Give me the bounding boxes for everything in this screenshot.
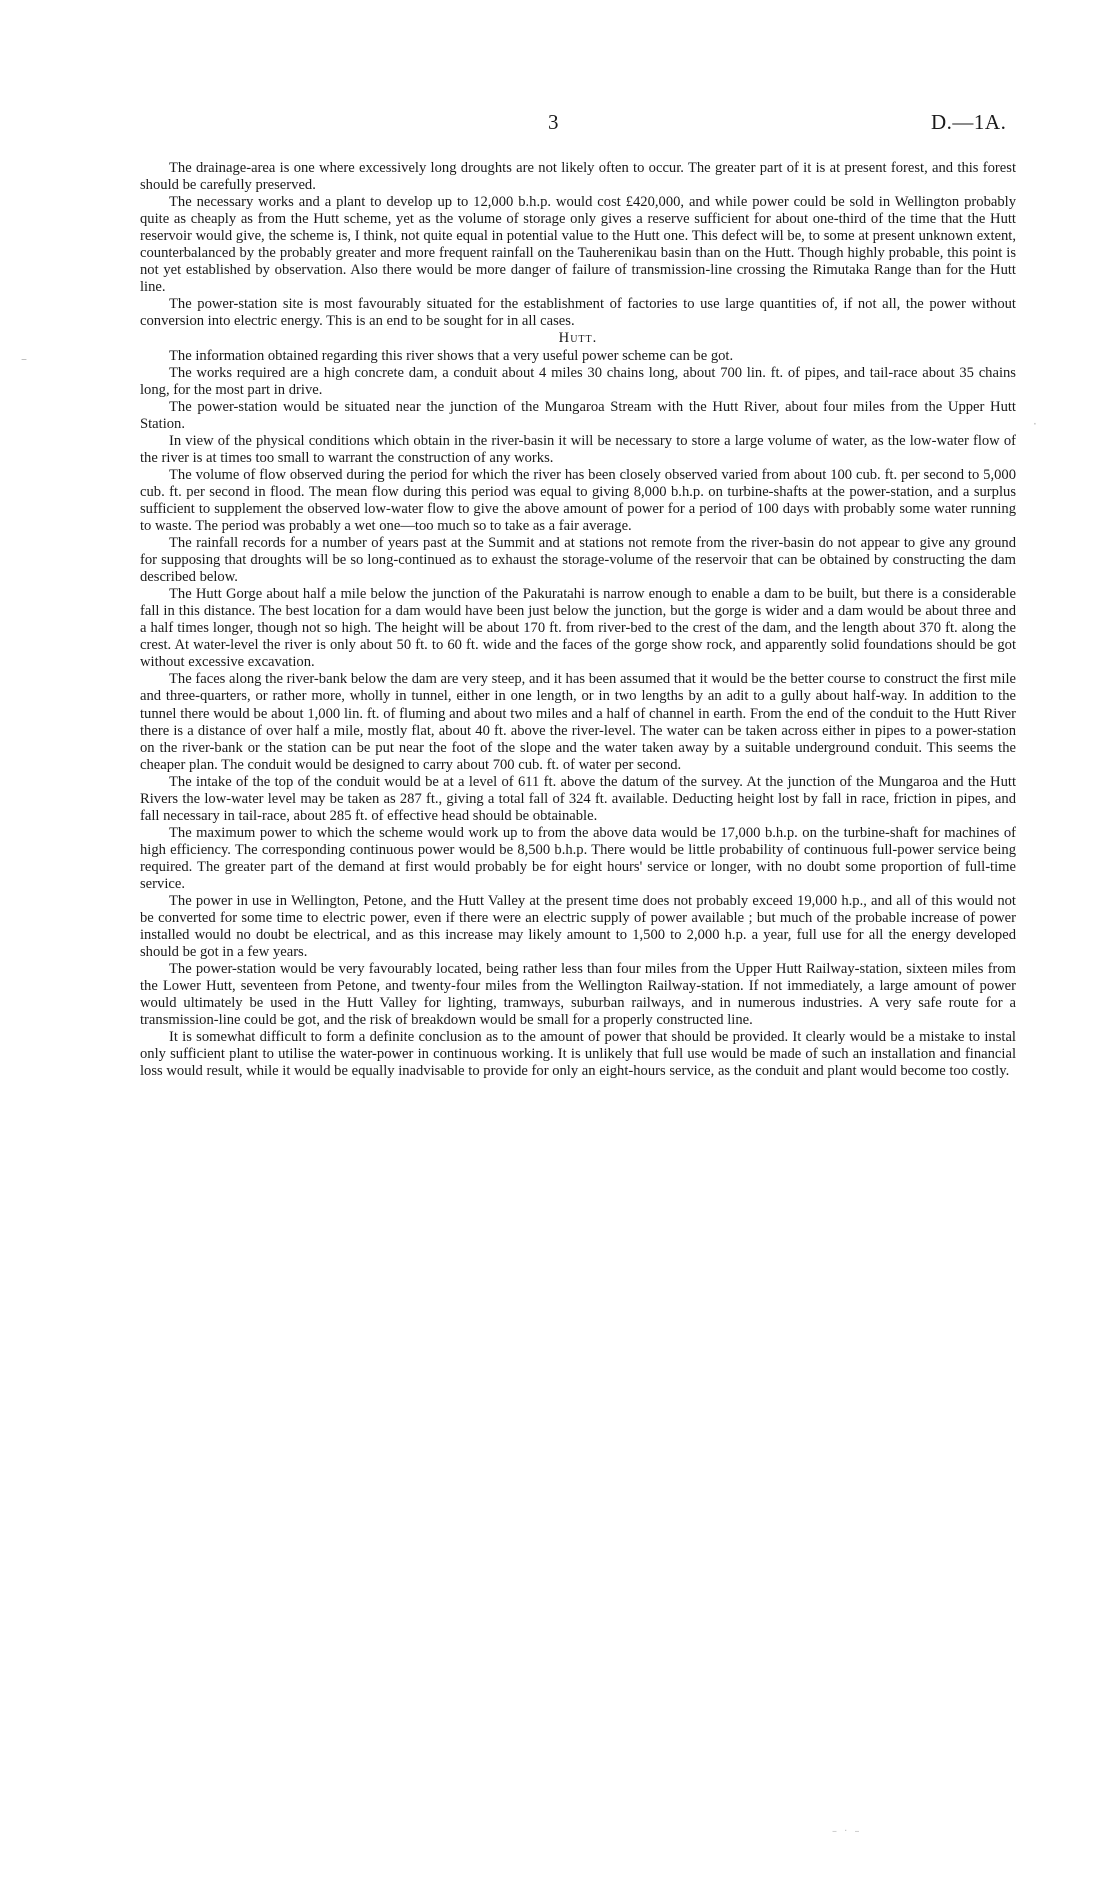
document-body <box>140 160 1016 1081</box>
paragraph: The intake of the top of the conduit would be at a level of 611 ft. above the datum of the survey. At the junction of the Mungaroa and the Hutt Rivers the low-water level may be taken as 287 ft., giving a total fall of 324 ft. available. Deducting height lost by fall in race, friction in pipes, and fall necessary in tail-race, about 285 ft. of effective head should be obtainable. <box>140 773 1016 824</box>
paragraph: The power-station would be very favourably located, being rather less than four miles from the Upper Hutt Railway-station, sixteen miles from the Lower Hutt, seventeen from Petone, and twenty-four miles from the Wellington Railway-station. If not immediately, a large amount of power would ultimately be used in the Hutt Valley for lighting, tramways, suburban railways, and in numerous industries. A very safe route for a transmission-line could be got, and the risk of breakdown would be small for a properly constructed line. <box>140 961 1016 1029</box>
paragraph: The Hutt Gorge about half a mile below the junction of the Pakuratahi is narrow enough to enable a dam to be built, but there is a considerable fall in this distance. The best location for a dam would have been just below the junction, but the gorge is wider and a dam would be about three and a half times longer, though not so high. The height will be about 170 ft. from river-bed to the crest of the dam, and the length about 370 ft. along the crest. At water-level the river is only about 50 ft. to 60 ft. wide and the faces of the gorge show rock, and apparently solid foundations should be got without excessive excavation. <box>140 586 1016 671</box>
paragraph: The faces along the river-bank below the dam are very steep, and it has been assumed that it would be the better course to construct the first mile and three-quarters, or rather more, wholly in tunnel, either in one length, or in two lengths by an adit to a gully about half-way. In addition to the tunnel there would be about 1,000 lin. ft. of fluming and about two miles and a half of channel in earth. From the end of the conduit to the Hutt River there is a distance of over half a mile, mostly flat, about 40 ft. above the river-level. The water can be taken across either in pipes to a power-station on the river-bank or the station can be put near the foot of the slope and the water taken away by a suitable underground conduit. This seems the cheaper plan. The conduit would be designed to carry about 700 cub. ft. of water per second. <box>140 671 1016 773</box>
page-number: 3 <box>548 110 559 134</box>
paragraph: It is somewhat difficult to form a definite conclusion as to the amount of power that should be provided. It clearly would be a mistake to instal only sufficient plant to utilise the water-power in continuous working. It is unlikely that full use would be made of such an installation and financial loss would result, while it would be equally inadvisable to provide for only an eight-hours service, as the conduit and plant would become too costly. <box>140 1029 1016 1080</box>
section-heading-hutt: Hutt. <box>558 330 598 347</box>
scan-mark: – · – <box>832 1826 862 1837</box>
paragraph: In view of the physical conditions which obtain in the river-basin it will be necessary to store a large volume of water, as the low-water flow of the river is at times too small to warrant the construction of any works. <box>140 432 1016 466</box>
paragraph: The drainage-area is one where excessively long droughts are not likely often to occur. The greater part of it is at present forest, and this forest should be carefully preserved. <box>140 160 1016 194</box>
paragraph: The information obtained regarding this river shows that a very useful power scheme can be got. <box>169 347 734 364</box>
paragraph: The works required are a high concrete dam, a conduit about 4 miles 30 chains long, about 700 lin. ft. of pipes, and tail-race about 35 chains long, for the most part in drive. <box>140 364 1016 398</box>
paragraph: The necessary works and a plant to develop up to 12,000 b.h.p. would cost £420,000, and while power could be sold in Wellington probably quite as cheaply as from the Hutt scheme, yet as the volume of storage only gives a reserve sufficient for about one-third of the time that the Hutt reservoir would give, the scheme is, I think, not quite equal in potential value to the Hutt one. This defect will be, to some at present unknown extent, counterbalanced by the probably greater and more frequent rainfall on the Tauherenikau basin than on the Hutt. Though highly probable, this point is not yet established by observation. Also there would be more danger of failure of transmission-line crossing the Rimutaka Range than for the Hutt line. <box>140 194 1016 296</box>
document-reference: D.—1A. <box>931 110 1007 134</box>
paragraph: The power-station site is most favourably situated for the establishment of factories to use large quantities of, if not all, the power without conversion into electric energy. This is an end to be sought for in all cases. <box>140 296 1016 330</box>
paragraph: The rainfall records for a number of years past at the Summit and at stations not remote from the river-basin do not appear to give any ground for supposing that droughts will be so long-continued as to exhaust the storage-volume of the reservoir that can be obtained by constructing the dam described below. <box>140 535 1016 586</box>
scan-mark: · <box>1033 417 1037 431</box>
paragraph: The maximum power to which the scheme would work up to from the above data would be 17,000 b.h.p. on the turbine-shaft for machines of high efficiency. The corresponding continuous power would be 8,500 b.h.p. There would be little probability of continuous full-power service being required. The greater part of the demand at first would probably be for eight hours' service or longer, with no doubt some proportion of full-time service. <box>140 824 1016 892</box>
paragraph: The power-station would be situated near the junction of the Mungaroa Stream with the Hutt River, about four miles from the Upper Hutt Station. <box>140 398 1016 432</box>
paragraph: The volume of flow observed during the period for which the river has been closely observed varied from about 100 cub. ft. per second to 5,000 cub. ft. per second in flood. The mean flow during this period was equal to giving 8,000 b.h.p. on turbine-shafts at the power-station, and a surplus sufficient to supplement the observed low-water flow to give the above amount of power for a period of 100 days with probably some water running to waste. The period was probably a wet one—too much so to take as a fair average. <box>140 466 1016 534</box>
paragraph: The power in use in Wellington, Petone, and the Hutt Valley at the present time does not probably exceed 19,000 h.p., and all of this would not be converted for some time to electric power, even if there were an electric supply of power available ; but much of the probable increase of power installed would no doubt be electrical, and as this increase may likely amount to 1,500 to 2,000 h.p. a year, full use for all the energy developed should be got in a few years. <box>140 893 1016 961</box>
scan-mark: – <box>21 352 27 366</box>
